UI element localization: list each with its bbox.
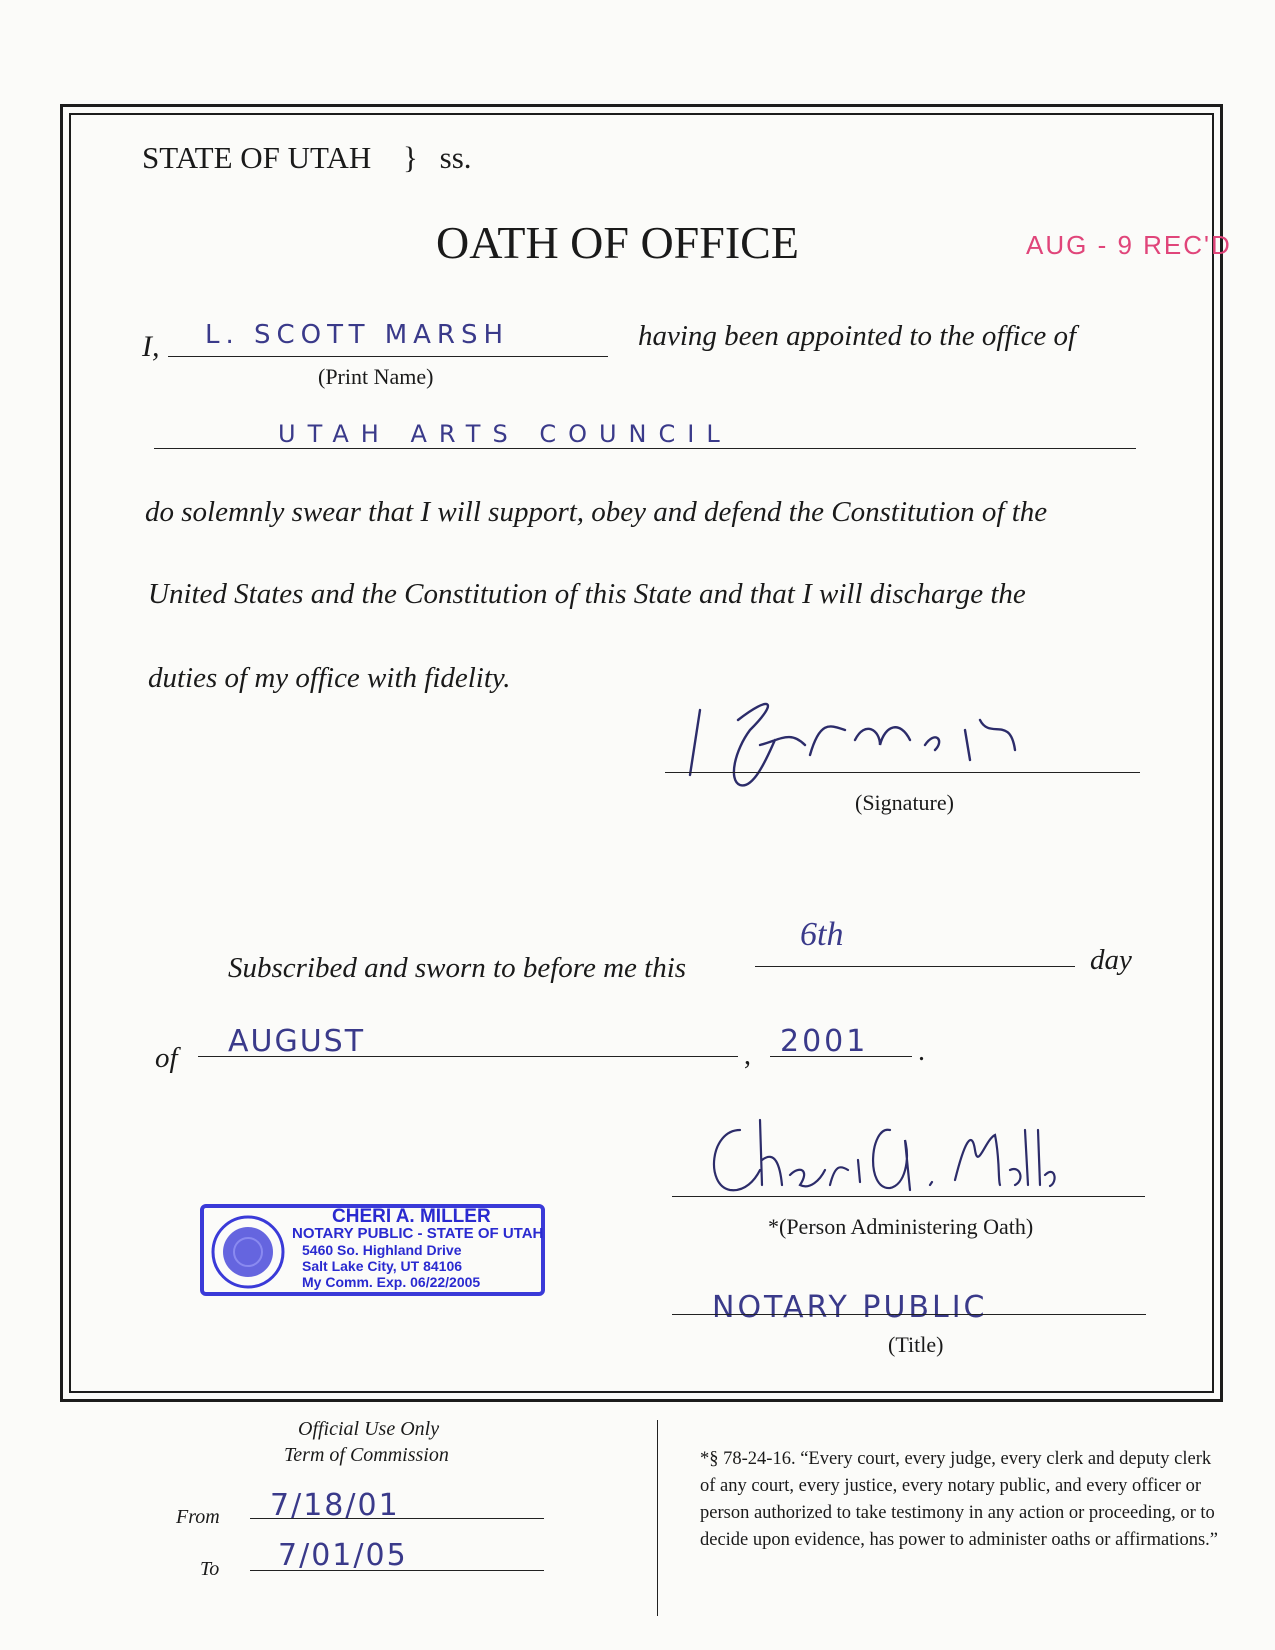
oath-line-3: duties of my office with fidelity. xyxy=(148,662,511,694)
day-value: 6th xyxy=(800,916,844,953)
title-line xyxy=(672,1314,1146,1315)
from-value: 7/18/01 xyxy=(270,1488,400,1523)
notary-stamp-city: Salt Lake City, UT 84106 xyxy=(302,1258,463,1274)
year-line xyxy=(770,1056,912,1057)
subscribed-text: Subscribed and sworn to before me this xyxy=(228,952,687,984)
official-use-heading: Official Use Only xyxy=(298,1418,440,1440)
i-prefix: I, xyxy=(142,330,160,363)
footer-divider xyxy=(657,1420,658,1616)
month-line xyxy=(198,1056,738,1057)
state-heading xyxy=(142,140,472,176)
brace: } xyxy=(403,140,418,175)
appointed-text: having been appointed to the office of xyxy=(638,320,1077,352)
of-label: of xyxy=(155,1042,178,1074)
signature-label: (Signature) xyxy=(855,790,954,815)
to-label: To xyxy=(200,1558,220,1580)
office-value: UTAH ARTS COUNCIL xyxy=(278,420,732,448)
print-name-label: (Print Name) xyxy=(318,364,434,389)
administering-signature xyxy=(700,1110,1060,1200)
administering-label: *(Person Administering Oath) xyxy=(768,1214,1034,1239)
notary-stamp xyxy=(200,1204,545,1296)
month-comma: , xyxy=(744,1040,751,1071)
office-line xyxy=(154,448,1136,449)
signature-line xyxy=(665,772,1140,773)
to-value: 7/01/05 xyxy=(278,1538,408,1573)
oath-line-1: do solemnly swear that I will support, obey and defend the Constitution of the xyxy=(145,496,1048,528)
state-name: STATE OF UTAH xyxy=(142,140,372,175)
year-value: 2001 xyxy=(780,1024,869,1059)
notary-stamp-street: 5460 So. Highland Drive xyxy=(302,1242,462,1258)
administering-line xyxy=(672,1196,1145,1197)
ss-label: ss. xyxy=(439,140,472,175)
title-label: (Title) xyxy=(888,1332,944,1357)
notary-seal-icon xyxy=(210,1214,286,1290)
title-value: NOTARY PUBLIC xyxy=(712,1290,988,1325)
oath-signature xyxy=(680,690,1080,800)
print-name-line xyxy=(168,356,608,357)
oath-line-2: United States and the Constitution of this State and that I will discharge the xyxy=(148,578,1026,610)
term-heading: Term of Commission xyxy=(284,1444,449,1466)
day-label: day xyxy=(1090,944,1132,976)
print-name-value: L. SCOTT MARSH xyxy=(205,320,510,350)
from-line xyxy=(250,1518,544,1519)
notary-stamp-name: CHERI A. MILLER xyxy=(332,1206,491,1227)
to-line xyxy=(250,1570,544,1571)
page-title: OATH OF OFFICE xyxy=(436,217,799,268)
notary-stamp-state: NOTARY PUBLIC - STATE OF UTAH xyxy=(292,1225,544,1242)
year-period: . xyxy=(918,1036,925,1067)
from-label: From xyxy=(176,1506,220,1528)
month-value: AUGUST xyxy=(228,1024,366,1059)
received-stamp: AUG - 9 REC'D xyxy=(1026,230,1232,260)
footnote: *§ 78-24-16. “Every court, every judge, every clerk and deputy clerk of any court, every justice, every notary public, and every officer or person authorized to take testimony in any action or proceeding, or to decide upon evidence, has power to administer oaths or affirmations.” xyxy=(700,1449,1219,1550)
notary-stamp-expiry: My Comm. Exp. 06/22/2005 xyxy=(302,1274,481,1290)
day-line xyxy=(755,966,1075,967)
